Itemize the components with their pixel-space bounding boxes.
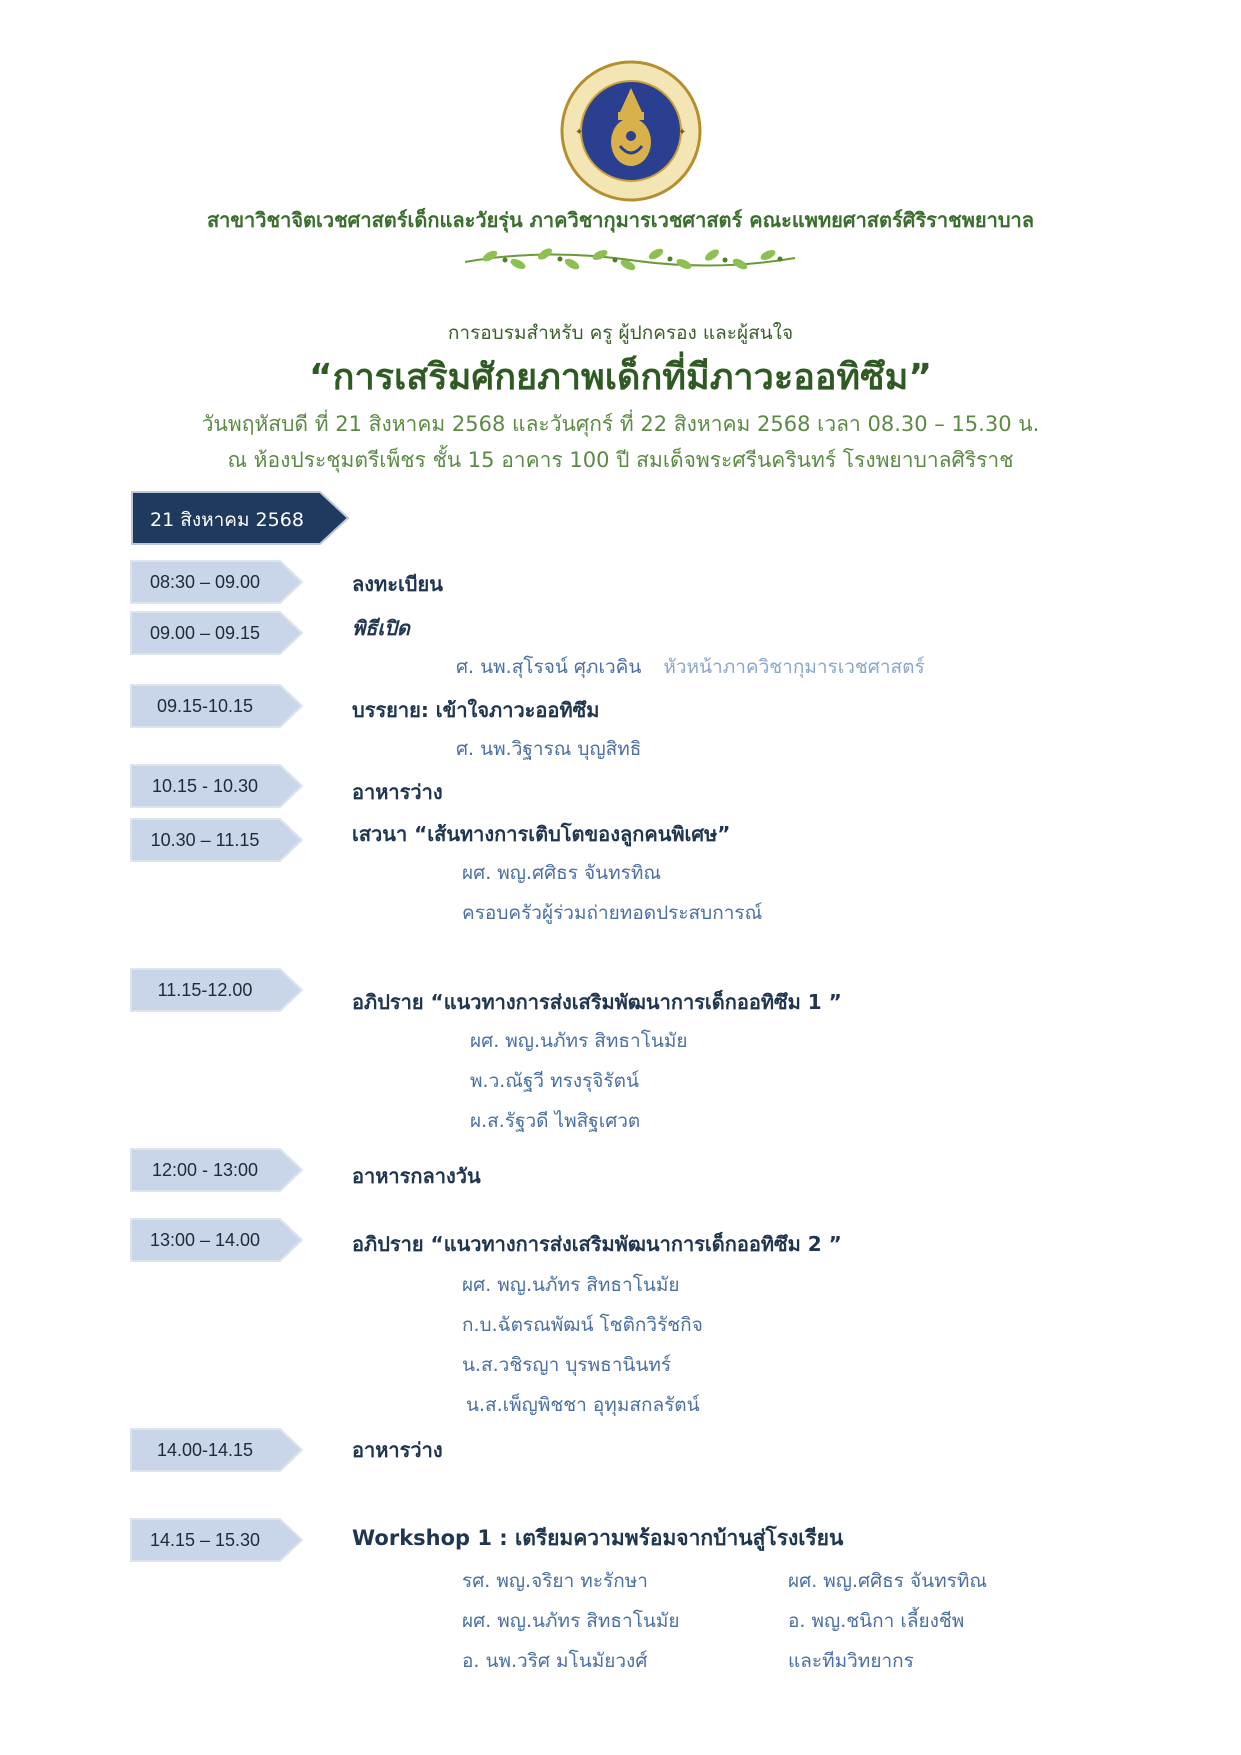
department-heading: สาขาวิชาจิตเวชศาสตร์เด็กและวัยรุ่น ภาควิชากุมารเวชศาสตร์ คณะแพทยศาสตร์ศิริราชพยาบาล (206, 208, 1035, 232)
mahidol-university-seal-logo (560, 60, 702, 202)
speaker-name: ผศ. พญ.นภัทร สิทธาโนมัย (462, 1274, 680, 1296)
training-intro: การอบรมสำหรับ ครู ผู้ปกครอง และผู้สนใจ (447, 322, 794, 344)
session-title: ลงทะเบียน (352, 572, 443, 596)
speaker-name: ศ. นพ.สุโรจน์ ศุภเวคิน (456, 656, 642, 678)
speaker-name: ผศ. พญ.ศศิธร จันทรทิณ (462, 862, 661, 884)
time-tag (130, 1518, 304, 1562)
session-title: อาหารว่าง (352, 780, 443, 804)
time-tag (130, 1218, 304, 1262)
speaker-name: อ. พญ.ชนิกา เลี้ยงชีพ (788, 1610, 965, 1632)
speaker-line (456, 652, 925, 682)
speaker-name: ศ. นพ.วิฐารณ บุญสิทธิ (456, 738, 642, 760)
time-tag (130, 764, 304, 808)
time-label: 13:00 – 14.00 (149, 1230, 261, 1250)
page-title: “การเสริมศักยภาพเด็กที่มีภาวะออทิซึม” (308, 357, 932, 398)
event-venue: ณ ห้องประชุมตรีเพ็ชร ชั้น 15 อาคาร 100 ปี สมเด็จพระศรีนครินทร์ โรงพยาบาลศิริราช (227, 448, 1014, 472)
time-tag (130, 560, 304, 604)
speaker-name: ก.บ.ฉัตรณพัฒน์ โชติกวิรัชกิจ (462, 1314, 703, 1336)
time-label: 10.30 – 11.15 (150, 830, 260, 850)
time-label: 08:30 – 09.00 (149, 572, 261, 592)
speaker-name: ครอบครัวผู้ร่วมถ่ายทอดประสบการณ์ (462, 902, 763, 924)
speaker-name: รศ. พญ.จริยา ทะรักษา (462, 1570, 648, 1592)
day-tab (130, 490, 350, 546)
speaker-name: น.ส.วชิรญา บุรพธานินทร์ (462, 1354, 672, 1376)
leaf-vine-divider-icon (460, 244, 800, 274)
speaker-name: และทีมวิทยากร (788, 1650, 914, 1672)
time-label: 09.15-10.15 (156, 696, 254, 716)
time-label: 12:00 - 13:00 (151, 1160, 259, 1180)
workshop-title: Workshop 1 : เตรียมความพร้อมจากบ้านสู่โรงเรียน (352, 1526, 844, 1550)
session-title: เสวนา “เส้นทางการเติบโตของลูกคนพิเศษ” (352, 822, 731, 846)
speaker-name: ผศ. พญ.ศศิธร จันทรทิณ (788, 1570, 987, 1592)
event-dates: วันพฤหัสบดี ที่ 21 สิงหาคม 2568 และวันศุกร์ ที่ 22 สิงหาคม 2568 เวลา 08.30 – 15.30 น. (201, 412, 1040, 436)
time-label: 09.00 – 09.15 (149, 623, 261, 643)
session-title: บรรยาย: เข้าใจภาวะออทิซึม (352, 698, 600, 722)
time-tag (130, 611, 304, 655)
time-label: 11.15-12.00 (157, 980, 253, 1000)
speaker-name: อ. นพ.วริศ มโนมัยวงศ์ (462, 1650, 648, 1672)
session-title: พิธีเปิด (352, 616, 410, 640)
speaker-name: พ.ว.ณัฐวี ทรงรุจิรัตน์ (470, 1070, 639, 1092)
time-label: 10.15 - 10.30 (151, 776, 259, 796)
speaker-name: ผศ. พญ.นภัทร สิทธาโนมัย (462, 1610, 680, 1632)
day-tab-label: 21 สิงหาคม 2568 (150, 509, 304, 531)
speaker-name: ผศ. พญ.นภัทร สิทธาโนมัย (470, 1030, 688, 1052)
time-tag (130, 818, 304, 862)
time-tag (130, 1148, 304, 1192)
time-label: 14.15 – 15.30 (149, 1530, 261, 1550)
speaker-name: ผ.ส.รัฐวดี ไพสิฐเศวต (470, 1110, 641, 1132)
time-label: 14.00-14.15 (156, 1440, 254, 1460)
speaker-role: หัวหน้าภาควิชากุมารเวชศาสตร์ (663, 656, 925, 678)
time-tag (130, 968, 304, 1012)
speaker-name: น.ส.เพ็ญพิชชา อุทุมสกลรัตน์ (466, 1394, 700, 1416)
svg-text:✦: ✦ (575, 127, 584, 138)
svg-text:✦: ✦ (678, 127, 687, 138)
session-title: อภิปราย “แนวทางการส่งเสริมพัฒนาการเด็กออทิซึม 1 ” (352, 990, 842, 1014)
time-tag (130, 1428, 304, 1472)
time-tag (130, 684, 304, 728)
session-title: อาหารว่าง (352, 1438, 443, 1462)
session-title: อาหารกลางวัน (352, 1164, 481, 1188)
session-title: อภิปราย “แนวทางการส่งเสริมพัฒนาการเด็กออทิซึม 2 ” (352, 1232, 842, 1256)
